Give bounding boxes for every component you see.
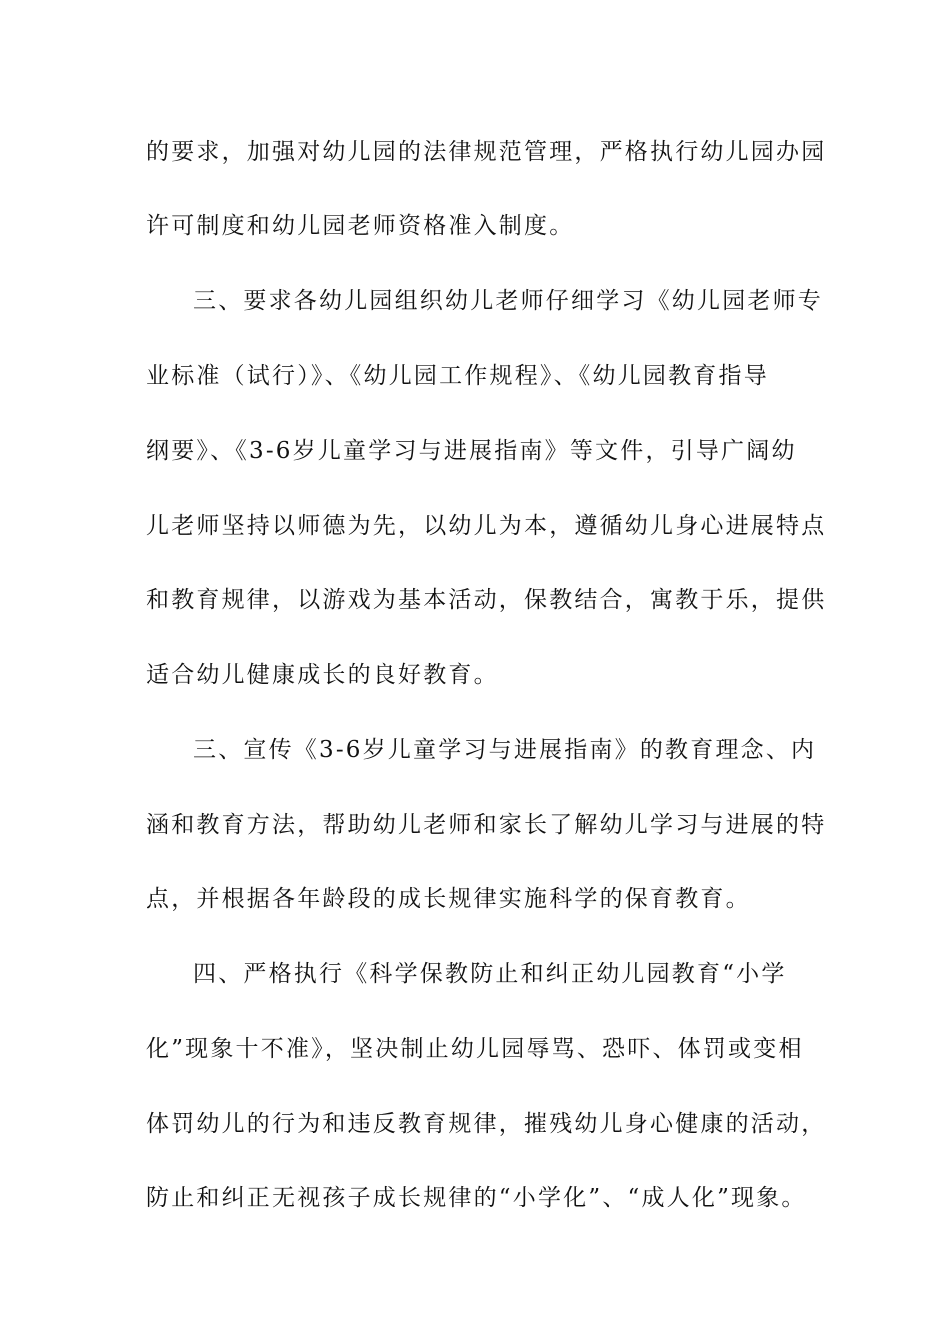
text-line: 防止和纠正无视孩子成长规律的“小学化”、“成人化”现象。 bbox=[146, 1185, 807, 1211]
text-line: 的要求，加强对幼儿园的法律规范管理，严格执行幼儿园办园 bbox=[146, 139, 827, 165]
text-line: 和教育规律，以游戏为基本活动，保教结合，寓教于乐，提供 bbox=[146, 587, 827, 613]
text-line: 业标准（试行）》、《幼儿园工作规程》、《幼儿园教育指导 bbox=[146, 363, 769, 389]
text-line: 涵和教育方法，帮助幼儿老师和家长了解幼儿学习与进展的特 bbox=[146, 812, 827, 838]
text-line: 儿老师坚持以师德为先，以幼儿为本，遵循幼儿身心进展特点 bbox=[146, 513, 827, 539]
text-line: 点，并根据各年龄段的成长规律实施科学的保育教育。 bbox=[146, 886, 751, 912]
text-line: 体罚幼儿的行为和违反教育规律，摧残幼儿身心健康的活动， bbox=[146, 1111, 827, 1137]
paragraph-start-line: 三、宣传《3-6岁儿童学习与进展指南》的教育理念、内 bbox=[193, 737, 817, 763]
text-line: 许可制度和幼儿园老师资格准入制度。 bbox=[146, 213, 575, 239]
paragraph-start-line: 三、要求各幼儿园组织幼儿老师仔细学习《幼儿园老师专 bbox=[193, 288, 823, 314]
paragraph-start-line: 四、严格执行《科学保教防止和纠正幼儿园教育“小学 bbox=[193, 961, 787, 987]
text-line: 化”现象十不准》，坚决制止幼儿园辱骂、恐吓、体罚或变相 bbox=[146, 1036, 804, 1062]
text-line: 纲要》、《3-6岁儿童学习与进展指南》等文件，引导广阔幼 bbox=[146, 438, 797, 464]
text-line: 适合幼儿健康成长的良好教育。 bbox=[146, 662, 499, 688]
